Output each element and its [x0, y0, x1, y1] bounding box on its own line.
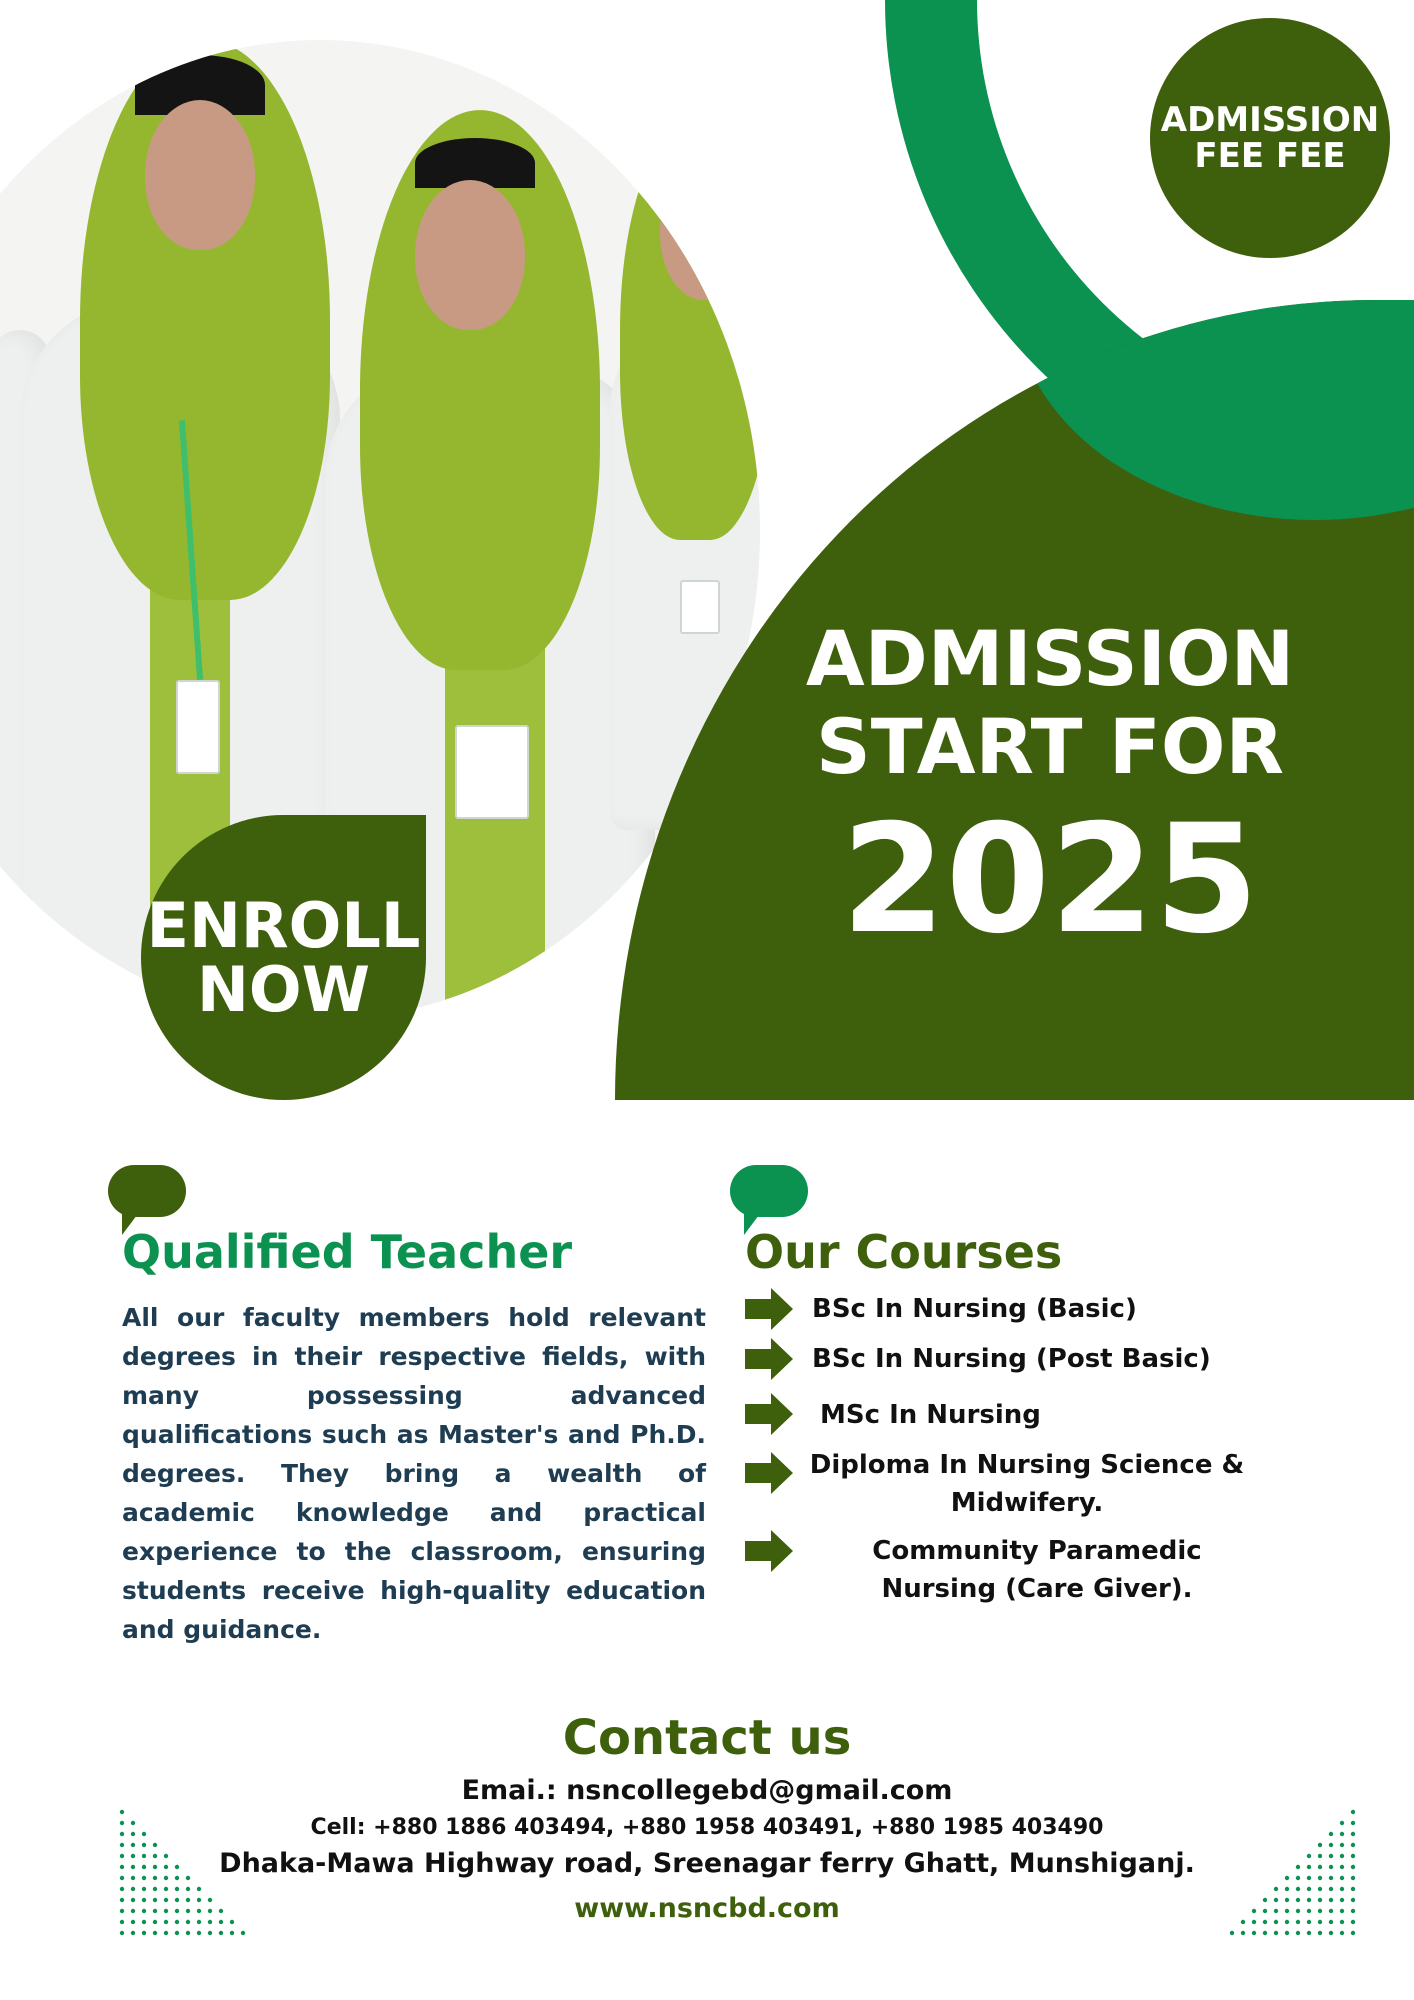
enroll-line-1: ENROLL	[146, 888, 421, 962]
badge-line-2: FEE FEE	[1194, 136, 1346, 176]
teacher-title: Qualified Teacher	[122, 1225, 573, 1279]
arrow-right-icon	[745, 1288, 793, 1330]
contact-address: Dhaka-Mawa Highway road, Sreenagar ferry Ghatt, Munshiganj.	[219, 1848, 1195, 1879]
contact-phone[interactable]: Cell: +880 1886 403494, +880 1958 403491, +880 1985 403490	[310, 1815, 1104, 1840]
courses-title: Our Courses	[745, 1225, 1063, 1279]
teacher-description: All our faculty members hold relevant degrees in their respective fields, with many possessing advanced qualifications such as Master's and Ph.D. degrees. They bring a wealth of academic knowledge and practical experience to the classroom, ensuring students receive high-quality education and guidance.	[122, 1303, 706, 1644]
enroll-now-button[interactable]	[141, 815, 426, 1100]
enroll-line-2: NOW	[197, 952, 370, 1026]
course-item: Diploma In Nursing Science & Midwifery.	[809, 1450, 1245, 1518]
arrow-right-icon	[745, 1338, 793, 1380]
badge-line-1: ADMISSION	[1160, 100, 1380, 140]
arrow-right-icon	[745, 1393, 793, 1435]
course-item: MSc In Nursing	[820, 1400, 1041, 1430]
website-link[interactable]: www.nsncbd.com	[574, 1893, 840, 1924]
course-item: Community Paramedic Nursing (Care Giver).	[872, 1536, 1202, 1604]
admission-fee-badge	[1150, 18, 1390, 258]
course-item: BSc In Nursing (Basic)	[812, 1294, 1137, 1324]
headline-year: 2025	[841, 793, 1259, 967]
headline	[770, 615, 1330, 965]
headline-line-1: ADMISSION	[805, 614, 1295, 703]
dot-pattern-right	[1228, 1808, 1360, 1940]
course-item: BSc In Nursing (Post Basic)	[812, 1344, 1211, 1374]
headline-line-2: START FOR	[816, 702, 1284, 791]
arrow-right-icon	[745, 1530, 793, 1572]
panel-green-accent	[1015, 300, 1414, 520]
arrow-right-icon	[745, 1452, 793, 1494]
dot-pattern-left	[118, 1808, 250, 1940]
contact-title: Contact us	[562, 1710, 852, 1766]
contact-email[interactable]: Emai.: nsncollegebd@gmail.com	[461, 1775, 953, 1806]
